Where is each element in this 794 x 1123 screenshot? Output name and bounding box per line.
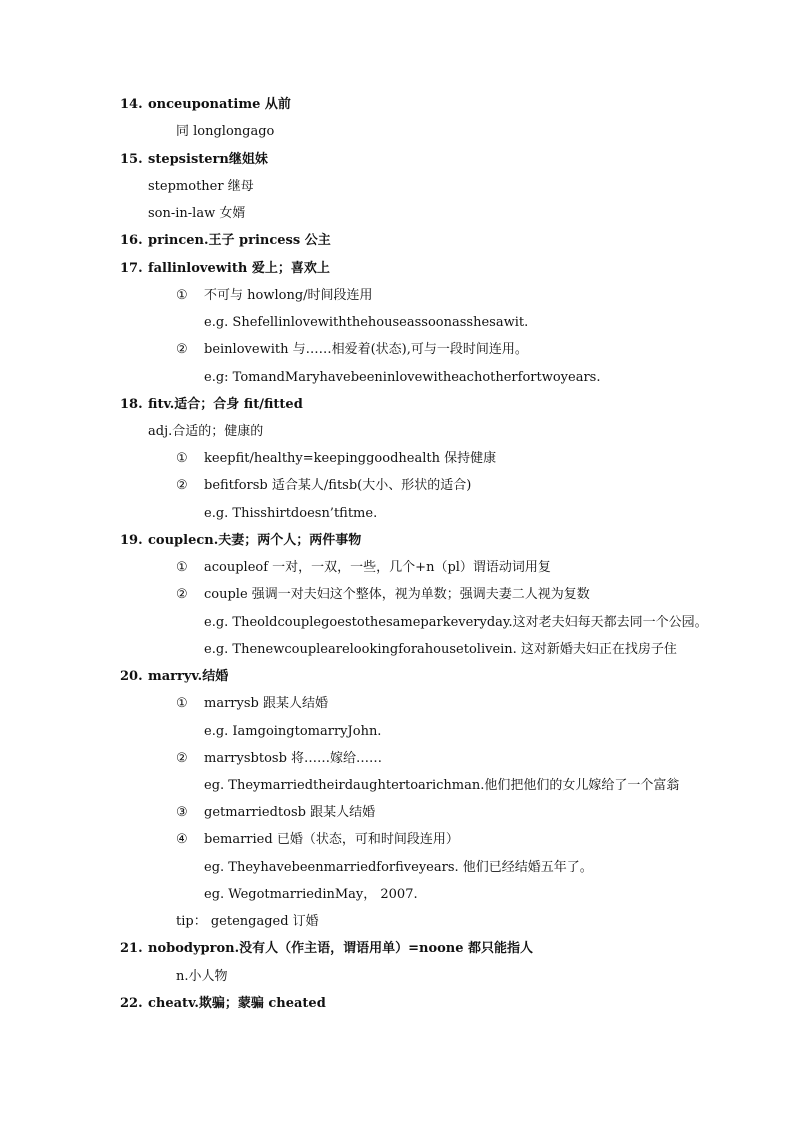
line-text: e.g. Theoldcouplegoestothesameparkeveryday.这对老夫妇每天都去同一个公园。: [204, 615, 708, 630]
entry-line: [176, 968, 228, 986]
circled-number: ①: [176, 696, 188, 711]
circled-number: ①: [176, 560, 188, 575]
line-text: e.g. Thenewcouplearelookingforahousetolivein. 这对新婚夫妇正在找房子住: [204, 642, 677, 657]
line-text: 不可与 howlong/时间段连用: [204, 288, 373, 303]
line-text: marrysb 跟某人结婚: [204, 696, 328, 711]
entry-line: [148, 423, 263, 441]
entry-heading: cheatv.欺骗；蒙骗 cheated: [148, 996, 326, 1011]
line-text: son-in-law 女婿: [148, 206, 246, 221]
line-text: e.g. IamgoingtomarryJohn.: [204, 724, 382, 739]
entry-number: 17.: [120, 261, 143, 276]
entry-number: 16.: [120, 233, 143, 248]
entry-heading: nobodypron.没有人（作主语，谓语用单）=noone 都只能指人: [148, 941, 534, 956]
entry-line: [176, 804, 375, 822]
entry-line: [176, 913, 319, 931]
entry-line: [176, 559, 551, 577]
entry-heading: couplecn.夫妻；两个人；两件事物: [148, 533, 362, 548]
line-text: 同 longlongago: [176, 124, 275, 139]
entry-line: [176, 477, 471, 495]
entry-number: 14.: [120, 97, 143, 112]
entry-line: [176, 123, 274, 141]
line-text: befitforsb 适合某人/fitsb(大小、形状的适合): [204, 478, 472, 493]
line-text: getmarriedtosb 跟某人结婚: [204, 805, 376, 820]
line-text: stepmother 继母: [148, 179, 254, 194]
entry-number: 19.: [120, 533, 143, 548]
entry-line: [204, 369, 600, 387]
entry-line: [148, 205, 245, 223]
line-text: n.小人物: [176, 969, 228, 984]
entry-number: 21.: [120, 941, 143, 956]
entry-number: 22.: [120, 996, 143, 1011]
line-text: keepfit/healthy=keepinggoodhealth 保持健康: [204, 451, 497, 466]
circled-number: ①: [176, 288, 188, 303]
entry-line: [176, 831, 459, 849]
entry-line: [204, 859, 593, 877]
line-text: bemarried 已婚（状态，可和时间段连用）: [204, 832, 459, 847]
circled-number: ①: [176, 451, 188, 466]
entry-heading: fitv.适合；合身 fit/fitted: [148, 397, 303, 412]
circled-number: ③: [176, 805, 188, 820]
entry-line: [176, 287, 373, 305]
entry-line: [176, 450, 496, 468]
line-text: beinlovewith 与……相爱着(状态),可与一段时间连用。: [204, 342, 528, 357]
entry-number: 15.: [120, 152, 143, 167]
circled-number: ④: [176, 832, 188, 847]
entry-number: 20.: [120, 669, 143, 684]
line-text: eg. Theymarriedtheirdaughtertoarichman.他们把他们的女儿嫁给了一个富翁: [204, 778, 680, 793]
circled-number: ②: [176, 751, 188, 766]
entry-line: [176, 750, 382, 768]
line-text: e.g: TomandMaryhavebeeninlovewitheachotherfortwoyears.: [204, 370, 601, 385]
entry-line: [176, 695, 328, 713]
circled-number: ②: [176, 587, 188, 602]
line-text: eg. Theyhavebeenmarriedforfiveyears. 他们已经结婚五年了。: [204, 860, 593, 875]
line-text: couple 强调一对夫妇这个整体，视为单数；强调夫妻二人视为复数: [204, 587, 590, 602]
entry-line: [204, 314, 528, 332]
circled-number: ②: [176, 478, 188, 493]
entry-line: [148, 178, 254, 196]
line-text: tip： getengaged 订婚: [176, 914, 319, 929]
entry-line: [204, 505, 377, 523]
entry-heading: marryv.结婚: [148, 669, 229, 684]
entry-line: [176, 341, 528, 359]
entry-heading: stepsistern继姐妹: [148, 152, 268, 167]
line-text: e.g. Thisshirtdoesn’tfitme.: [204, 506, 378, 521]
entry-heading: princen.王子 princess 公主: [148, 233, 331, 248]
line-text: marrysbtosb 将……嫁给……: [204, 751, 383, 766]
entry-line: [204, 777, 679, 795]
circled-number: ②: [176, 342, 188, 357]
entry-line: [176, 586, 590, 604]
entry-heading: fallinlovewith 爱上；喜欢上: [148, 261, 330, 276]
entry-line: [204, 723, 381, 741]
entry-line: [204, 886, 418, 904]
entry-line: [204, 641, 677, 659]
entry-number: 18.: [120, 397, 143, 412]
line-text: adj.合适的；健康的: [148, 424, 264, 439]
line-text: eg. WegotmarriedinMay， 2007.: [204, 887, 418, 902]
line-text: acoupleof 一对，一双，一些，几个+n（pl）谓语动词用复: [204, 560, 551, 575]
entry-heading: onceuponatime 从前: [148, 97, 291, 112]
line-text: e.g. Shefellinlovewiththehouseassoonasshesawit.: [204, 315, 529, 330]
entry-line: [204, 614, 708, 632]
